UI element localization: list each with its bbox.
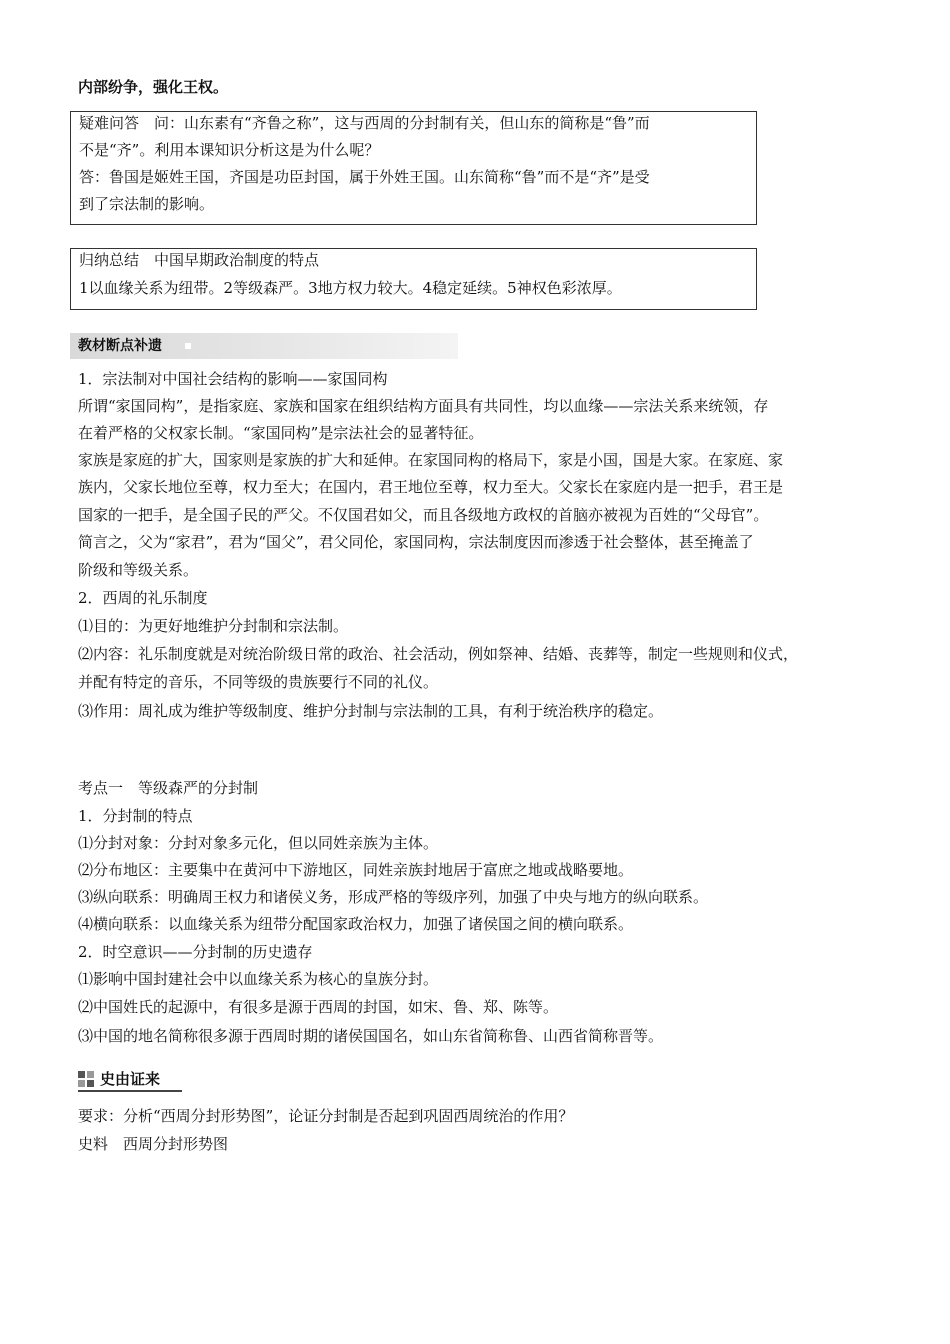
heading-underline	[78, 1090, 182, 1092]
history-heading	[78, 1068, 182, 1092]
body-line: 所谓“家国同构”，是指家庭、家族和国家在组织结构方面具有共同性，均以血缘——宗法关系来统领，存	[78, 397, 769, 415]
kaodian-line: ⑴影响中国封建社会中以血缘关系为核心的皇族分封。	[78, 970, 439, 988]
summary-box	[70, 248, 757, 310]
body-line: 1．宗法制对中国社会结构的影响——家国同构	[78, 370, 388, 388]
body-line: 阶级和等级关系。	[78, 561, 199, 579]
kaodian-line: ⑴分封对象：分封对象多元化，但以同姓亲族为主体。	[78, 834, 439, 852]
kaodian-line: ⑵分布地区：主要集中在黄河中下游地区，同姓亲族封地居于富庶之地或战略要地。	[78, 861, 634, 879]
summary-content: 1以血缘关系为纽带。2等级森严。3地方权力较大。4稳定延续。5神权色彩浓厚。	[79, 279, 622, 297]
body-line: ⑴目的：为更好地维护分封制和宗法制。	[78, 617, 349, 635]
kaodian-line: 1．分封制的特点	[78, 807, 193, 825]
body-line: 并配有特定的音乐，不同等级的贵族要行不同的礼仪。	[78, 673, 439, 691]
section-title: 教材断点补遗	[78, 338, 162, 354]
body-line: 2．西周的礼乐制度	[78, 589, 208, 607]
history-line: 要求：分析“西周分封形势图”，论证分封制是否起到巩固西周统治的作用？	[78, 1107, 574, 1125]
square-marker-icon	[185, 343, 191, 349]
section-header	[70, 333, 458, 359]
summary-title: 归纳总结 中国早期政治制度的特点	[79, 251, 320, 269]
intro-text: 内部纷争，强化王权。	[78, 78, 229, 96]
kaodian-line: 考点一 等级森严的分封制	[78, 779, 259, 797]
kaodian-line: ⑵中国姓氏的起源中，有很多是源于西周的封国，如宋、鲁、郑、陈等。	[78, 998, 559, 1016]
kaodian-line: ⑶纵向联系：明确周王权力和诸侯义务，形成严格的等级序列，加强了中央与地方的纵向联系。	[78, 888, 709, 906]
body-line: ⑵内容：礼乐制度就是对统治阶级日常的政治、社会活动，例如祭神、结婚、丧葬等，制定一些规则和仪式，	[78, 645, 799, 663]
qa-line: 不是“齐”。利用本课知识分析这是为什么呢？	[79, 141, 380, 159]
history-line: 史料 西周分封形势图	[78, 1135, 229, 1153]
body-line: 在着严格的父权家长制。“家国同构”是宗法社会的显著特征。	[78, 424, 484, 442]
kaodian-line: 2．时空意识——分封制的历史遗存	[78, 943, 313, 961]
qa-line: 疑难问答 问：山东素有“齐鲁之称”，这与西周的分封制有关，但山东的简称是“鲁”而	[79, 114, 650, 132]
qa-line: 到了宗法制的影响。	[79, 195, 215, 213]
body-line: 国家的一把手，是全国子民的严父。不仅国君如父，而且各级地方政权的首脑亦被视为百姓的“父母官”。	[78, 506, 769, 524]
qa-box	[70, 111, 757, 225]
body-line: 家族是家庭的扩大，国家则是家族的扩大和延伸。在家国同构的格局下，家是小国，国是大家。在家庭、家	[78, 451, 784, 469]
qa-line: 答：鲁国是姬姓王国，齐国是功臣封国，属于外姓王国。山东简称“鲁”而不是“齐”是受	[79, 168, 650, 186]
squares-icon	[78, 1071, 94, 1087]
kaodian-line: ⑷横向联系：以血缘关系为纽带分配国家政治权力，加强了诸侯国之间的横向联系。	[78, 915, 634, 933]
body-line: ⑶作用：周礼成为维护等级制度、维护分封制与宗法制的工具，有利于统治秩序的稳定。	[78, 702, 664, 720]
body-line: 简言之，父为“家君”，君为“国父”，君父同伦，家国同构，宗法制度因而渗透于社会整体，甚至掩盖了	[78, 533, 754, 551]
kaodian-line: ⑶中国的地名简称很多源于西周时期的诸侯国国名，如山东省简称鲁、山西省简称晋等。	[78, 1027, 664, 1045]
body-line: 族内，父家长地位至尊，权力至大；在国内，君王地位至尊，权力至大。父家长在家庭内是一把手，君王是	[78, 478, 784, 496]
history-heading-label: 史由证来	[100, 1070, 161, 1088]
